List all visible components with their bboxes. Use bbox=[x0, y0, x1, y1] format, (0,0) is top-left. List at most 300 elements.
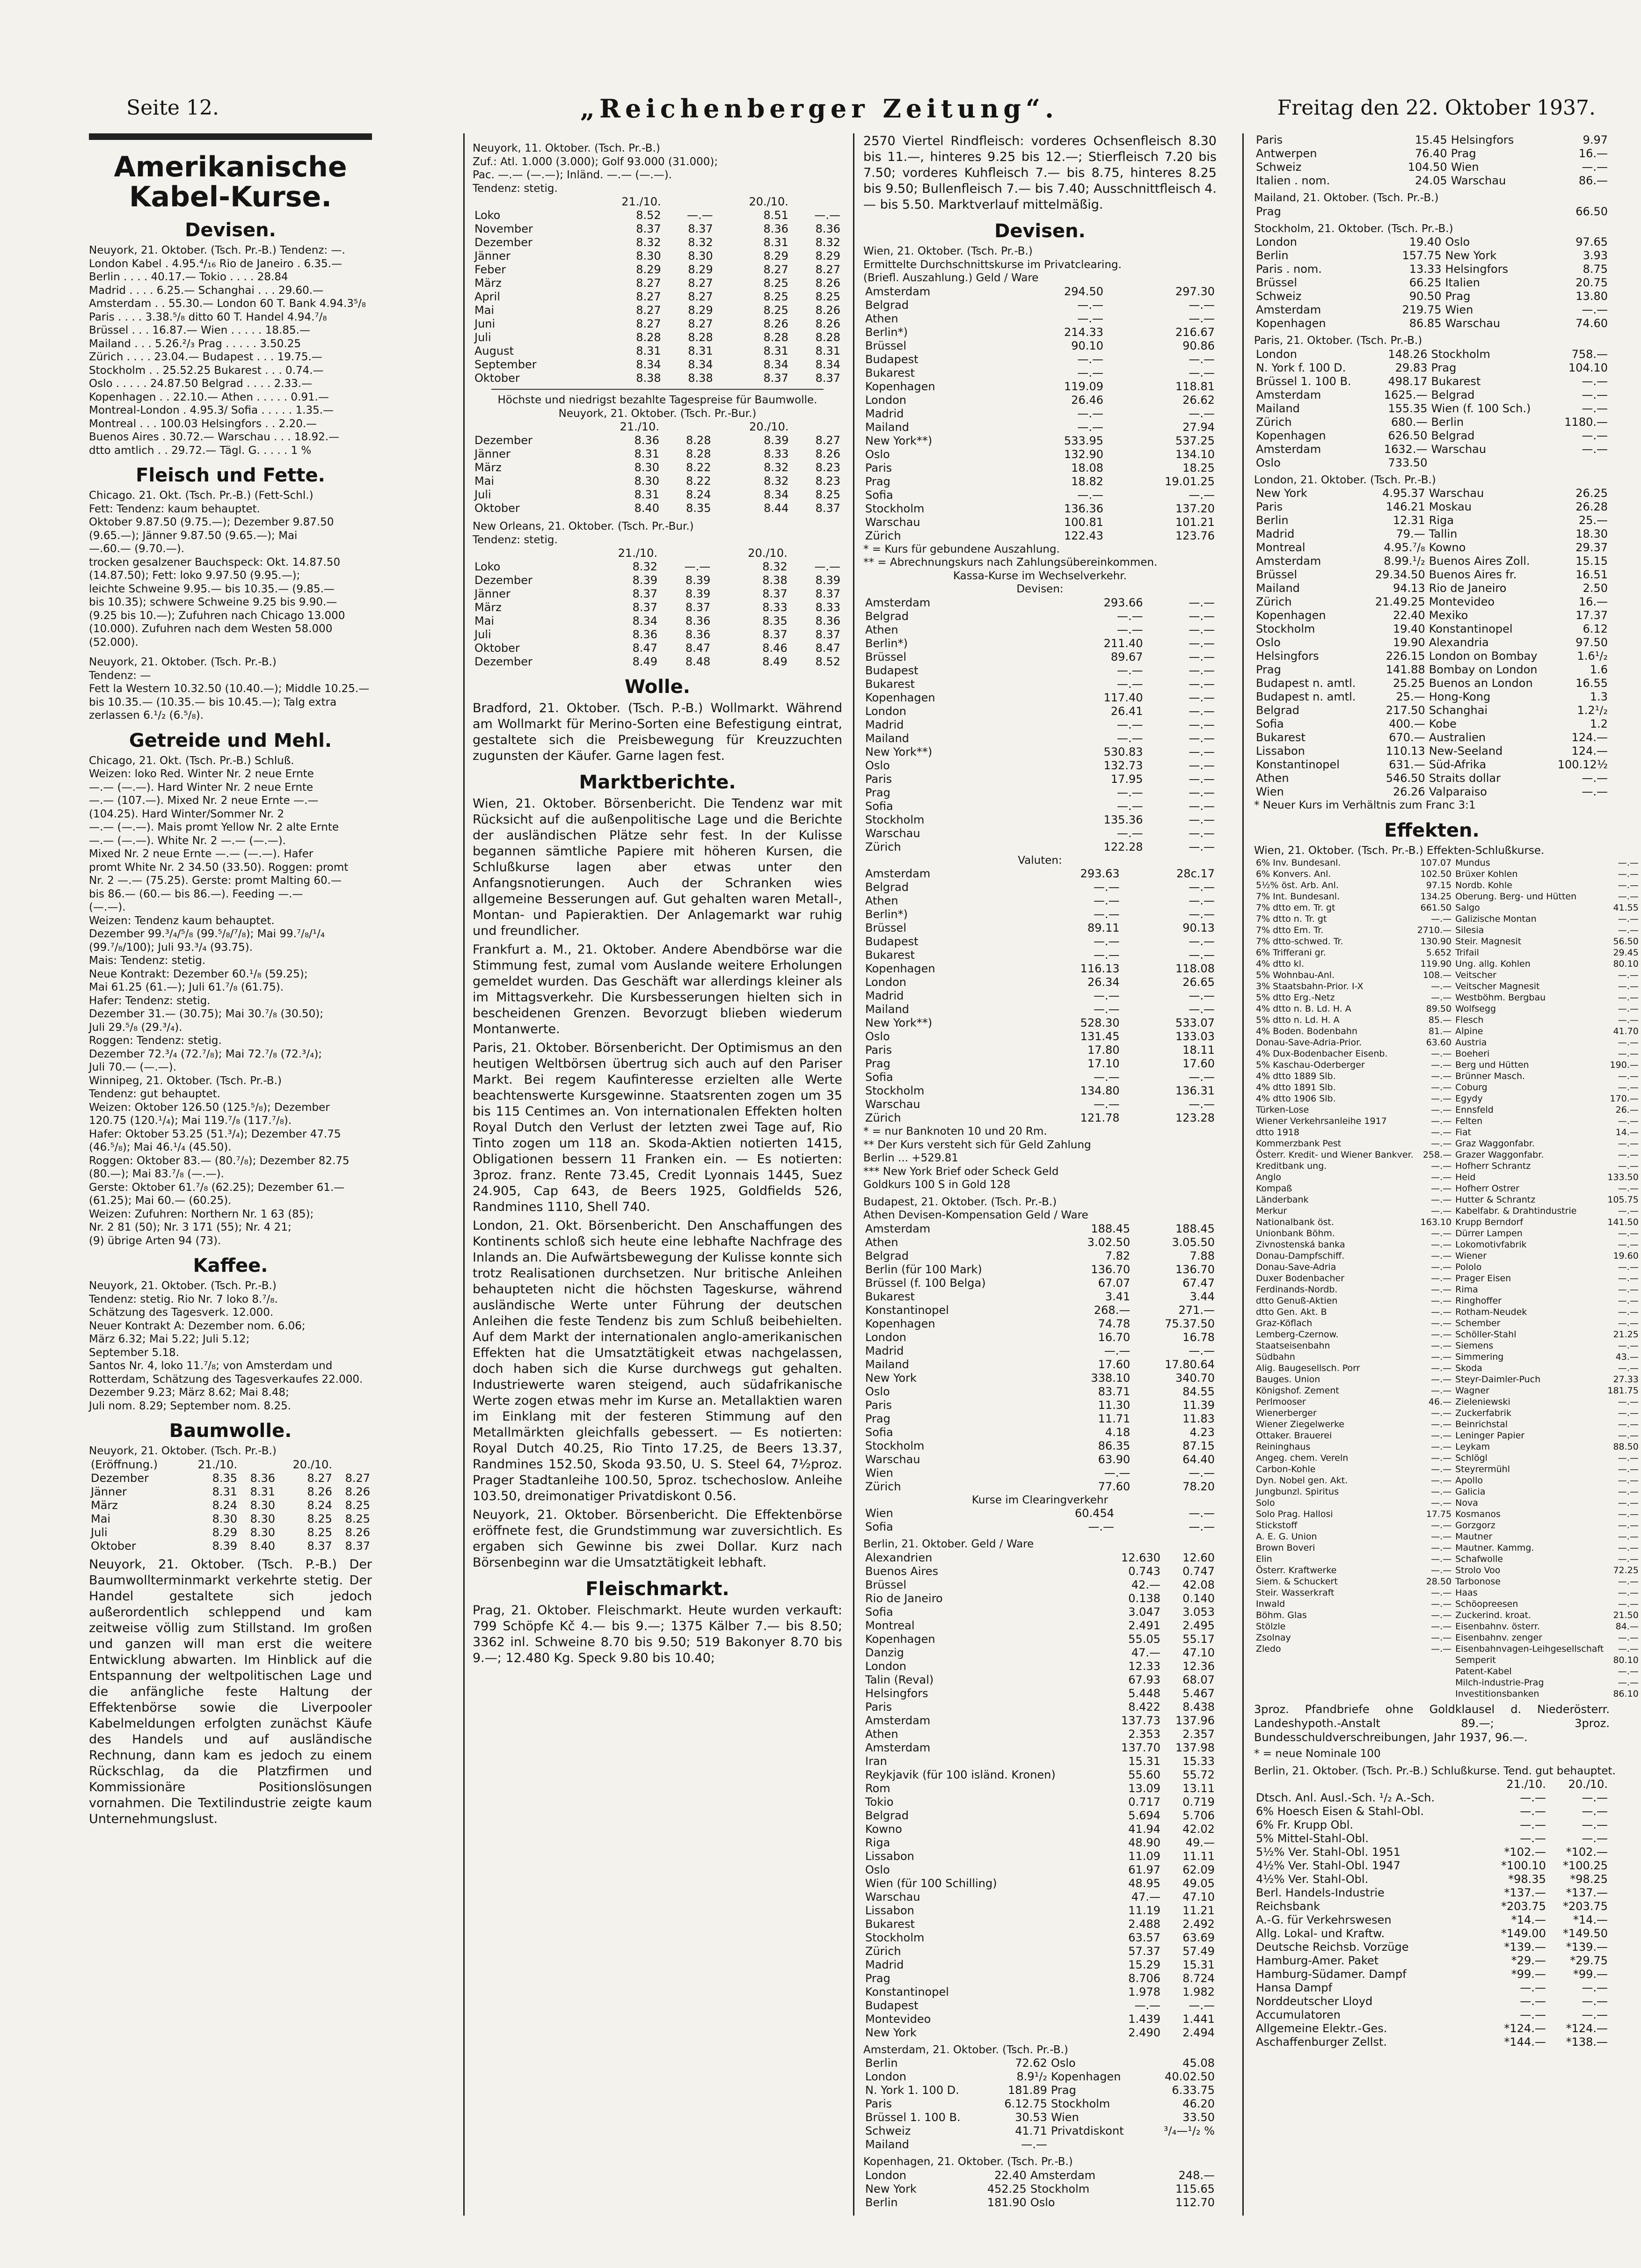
table-row bbox=[1254, 1262, 1641, 1273]
table-cell: 8.25 bbox=[307, 1512, 332, 1525]
devisen-wien-heading: Devisen. bbox=[994, 220, 1086, 242]
table-cell: Stockholm bbox=[1030, 2182, 1090, 2195]
table-cell: *149.50 bbox=[1563, 1927, 1608, 1940]
table-cell: 146.21 bbox=[1386, 500, 1425, 513]
table-cell: 293.63 bbox=[1080, 867, 1120, 880]
table-row bbox=[1254, 388, 1610, 402]
table-cell: *29.75 bbox=[1570, 1954, 1608, 1967]
table-cell: Riga bbox=[1429, 514, 1454, 527]
table-cell: Sofia bbox=[865, 799, 893, 813]
table-cell: 11.30 bbox=[1098, 1398, 1130, 1412]
budapest-sub: Athen Devisen-Kompensation Geld / Ware bbox=[863, 1209, 1088, 1221]
table-cell: 133.03 bbox=[1175, 1030, 1215, 1043]
table-cell: 136.31 bbox=[1175, 1084, 1215, 1097]
table-cell: —.— bbox=[1094, 1003, 1120, 1016]
table-cell: London bbox=[865, 1330, 906, 1344]
table-cell: Juli bbox=[474, 628, 491, 641]
table-row bbox=[1254, 1318, 1641, 1329]
paris-head: Paris, 21. Oktober. (Tsch. Pr.-B.) bbox=[1254, 335, 1422, 347]
table-cell: Helsingfors bbox=[1256, 649, 1319, 663]
text-line: —.— (—.—). White Nr. 2 —.— (—.—). bbox=[89, 834, 286, 847]
table-cell: 2.490 bbox=[1128, 2026, 1160, 2039]
table-cell: —.— bbox=[687, 209, 713, 222]
table-row bbox=[473, 358, 842, 372]
text-line: (9.25 bis 10.—); Zufuhren nach Chicago 13.000 bbox=[89, 609, 345, 622]
table-cell: 8.28 bbox=[815, 331, 840, 344]
table-row bbox=[863, 2124, 1217, 2138]
table-cell: Anglo bbox=[1256, 1172, 1282, 1182]
table-cell: Brüssel bbox=[865, 921, 906, 934]
table-cell: 8.30 bbox=[250, 1512, 276, 1525]
table-cell: London bbox=[865, 976, 906, 989]
table-cell: 122.43 bbox=[1064, 529, 1103, 542]
text-line: (Briefl. Auszahlung.) Geld / Ware bbox=[863, 272, 1039, 284]
table-cell: 530.83 bbox=[1103, 745, 1143, 758]
table-cell: —.— bbox=[814, 209, 840, 222]
table-cell: Prag bbox=[1256, 204, 1281, 218]
table-row bbox=[863, 1850, 1217, 1863]
table-cell: 8.32 bbox=[632, 560, 658, 573]
table-cell: 8.39 bbox=[632, 574, 658, 587]
table-cell: Prag bbox=[1431, 361, 1457, 374]
table-cell: 86.10 bbox=[1613, 1689, 1639, 1699]
mailand-head: Mailand, 21. Oktober. (Tsch. Pr.-B.) bbox=[1254, 192, 1439, 204]
table-cell: 6% Trifferani gr. bbox=[1256, 948, 1326, 958]
table-row bbox=[863, 407, 1217, 421]
table-cell: 8.32 bbox=[764, 461, 789, 474]
table-cell: Sofia bbox=[865, 1520, 893, 1533]
table-cell: 17.95 bbox=[1110, 772, 1143, 786]
table-row bbox=[1254, 1576, 1641, 1587]
table-cell: 41.55 bbox=[1613, 903, 1639, 913]
table-cell: *124.— bbox=[1566, 2022, 1608, 2035]
table-row bbox=[1254, 568, 1610, 582]
table-cell: 8.30 bbox=[634, 474, 660, 488]
table-cell bbox=[1415, 1655, 1453, 1666]
table-cell: Leninger Papier bbox=[1455, 1430, 1525, 1441]
table-cell: 8.31 bbox=[815, 344, 840, 357]
table-row bbox=[473, 587, 842, 601]
table-cell: Wiener Ziegelwerke bbox=[1256, 1419, 1344, 1429]
table-row bbox=[863, 1222, 1217, 1236]
table-cell: Konstantinopel bbox=[1256, 758, 1340, 771]
table-row bbox=[863, 664, 1217, 678]
table-cell: Budapest bbox=[865, 935, 919, 948]
table-cell: London bbox=[1256, 347, 1297, 361]
table-cell: —.— bbox=[1431, 1565, 1452, 1575]
table-cell: 8.25 bbox=[815, 290, 840, 303]
table-cell: —.— bbox=[1189, 1520, 1215, 1533]
table-row bbox=[1254, 1363, 1641, 1374]
table-cell: Madrid bbox=[865, 1344, 904, 1357]
table-cell: 43.— bbox=[1615, 1352, 1639, 1362]
table-row bbox=[1254, 1026, 1641, 1037]
table-cell: —.— bbox=[1431, 1307, 1452, 1317]
table-cell: Jänner bbox=[474, 447, 511, 460]
table-cell: —.— bbox=[1582, 401, 1608, 415]
table-cell: 2.488 bbox=[1128, 1917, 1160, 1931]
table-cell: 8.48 bbox=[685, 655, 711, 668]
table-row bbox=[1254, 1059, 1641, 1071]
table-cell: —.— bbox=[1094, 894, 1120, 907]
table-cell: 16.55 bbox=[1575, 677, 1608, 690]
table-cell: 17.60 bbox=[1098, 1357, 1130, 1371]
text-line: dtto amtlich . . 29.72.— Tägl. G. . . . . 1 % bbox=[89, 444, 312, 457]
table-cell: 6% Fr. Krupp Obl. bbox=[1256, 1818, 1354, 1831]
table-row bbox=[1254, 1859, 1610, 1873]
text-line: Mixed Nr. 2 neue Ernte —.— (—.—). Hafer bbox=[89, 848, 314, 860]
table-row bbox=[1254, 1520, 1641, 1531]
table-row bbox=[1254, 375, 1610, 388]
table-cell: 4% dtto 1889 Slb. bbox=[1256, 1071, 1336, 1081]
table-cell: Paris bbox=[865, 2097, 892, 2110]
table-cell: 29.45 bbox=[1613, 948, 1639, 958]
table-cell: Stockholm bbox=[1431, 347, 1490, 361]
effekten-heading: Effekten. bbox=[1384, 819, 1480, 841]
text-line: ** Der Kurs versteht sich für Geld Zahlung bbox=[863, 1138, 1091, 1151]
text-line: ** = Abrechnungskurs nach Zahlungsübereinkommen. bbox=[863, 556, 1158, 569]
column-header: 21./10. bbox=[197, 1458, 238, 1471]
table-cell: —.— bbox=[1189, 1998, 1215, 2012]
table-row bbox=[1254, 1228, 1641, 1239]
table-cell: 8.31 bbox=[688, 344, 713, 357]
table-cell: —.— bbox=[1431, 1599, 1452, 1609]
table-cell: 626.50 bbox=[1388, 429, 1428, 442]
text-line: Santos Nr. 4, loko 11.⁷/₈; von Amsterdam und bbox=[89, 1360, 333, 1372]
table-cell: Hofherr Ostrer bbox=[1455, 1183, 1519, 1194]
table-row bbox=[1254, 1598, 1641, 1610]
table-cell: 112.70 bbox=[1175, 2195, 1215, 2209]
table-row bbox=[863, 718, 1217, 732]
text-line: Schätzung des Tagesverk. 12.000. bbox=[89, 1306, 274, 1319]
table-cell: 6.33.75 bbox=[1172, 2084, 1215, 2097]
table-cell: Oslo bbox=[1050, 2057, 1076, 2070]
table-cell: *99.— bbox=[1573, 1968, 1608, 1981]
table-cell: *102.— bbox=[1566, 1845, 1608, 1859]
table-cell: —.— bbox=[1618, 1397, 1639, 1407]
table-row bbox=[473, 344, 842, 358]
table-cell: 8.29 bbox=[688, 263, 713, 276]
table-cell: 6% Hoesch Eisen & Stahl-Obl. bbox=[1256, 1805, 1424, 1818]
table-row bbox=[863, 908, 1217, 921]
table-cell: Paris bbox=[1256, 133, 1283, 146]
table-cell: 214.33 bbox=[1064, 325, 1103, 339]
table-cell: 11.83 bbox=[1182, 1412, 1215, 1425]
table-cell: 3% Staatsbahn-Prior. I-X bbox=[1256, 981, 1364, 992]
table-row bbox=[863, 1371, 1217, 1385]
table-cell: 15.33 bbox=[1182, 1754, 1215, 1768]
table-cell: Steir. Wasserkraft bbox=[1256, 1588, 1335, 1598]
table-cell: 11.09 bbox=[1128, 1849, 1160, 1863]
table-cell: Patent-Kabel bbox=[1455, 1666, 1512, 1677]
table-cell: 12.31 bbox=[1393, 514, 1425, 527]
table-cell: Juli bbox=[474, 488, 491, 501]
table-row bbox=[863, 1972, 1217, 1985]
table-cell: —.— bbox=[814, 560, 840, 573]
table-row bbox=[473, 277, 842, 290]
table-row bbox=[863, 1755, 1217, 1768]
table-cell: —.— bbox=[1431, 1374, 1452, 1385]
table-row bbox=[1254, 1643, 1641, 1655]
table-cell: N. York f. 100 D. bbox=[1256, 361, 1346, 374]
table-cell: Kosmanos bbox=[1455, 1509, 1501, 1519]
table-row bbox=[1254, 902, 1641, 913]
table-cell: Zürich bbox=[865, 529, 901, 542]
table-cell: Amsterdam bbox=[865, 1741, 931, 1754]
table-cell: 6% Inv. Bundesanl. bbox=[1256, 858, 1341, 868]
table-cell: Paris bbox=[865, 1043, 892, 1057]
valuten-table bbox=[863, 867, 1217, 1125]
table-cell: Milch-industrie-Prag bbox=[1455, 1677, 1544, 1688]
table-cell: 8.27 bbox=[815, 434, 840, 447]
table-cell: Belgrad bbox=[1256, 704, 1299, 717]
fleisch-neuyork-list bbox=[89, 656, 372, 722]
table-cell: 89.11 bbox=[1087, 921, 1120, 934]
table-cell: 8.438 bbox=[1182, 1700, 1215, 1714]
table-cell: 3.44 bbox=[1189, 1290, 1215, 1303]
table-cell: —.— bbox=[1189, 1507, 1215, 1520]
table-cell: —.— bbox=[1618, 1206, 1639, 1216]
table-cell: 8.37 bbox=[685, 601, 711, 614]
table-cell: 8.39 bbox=[212, 1539, 238, 1553]
table-cell: 16.78 bbox=[1182, 1330, 1215, 1344]
table-cell: Nationalbank öst. bbox=[1256, 1217, 1334, 1227]
table-cell: 8.49 bbox=[632, 655, 658, 668]
table-cell: 66.50 bbox=[1575, 204, 1608, 218]
table-cell: 8.39 bbox=[764, 434, 789, 447]
table-cell: —.— bbox=[1582, 442, 1608, 456]
text-line: trocken gesalzener Bauchspeck: Okt. 14.87.50 bbox=[89, 556, 341, 569]
table-row bbox=[473, 331, 842, 344]
table-cell: New-Seeland bbox=[1429, 744, 1503, 758]
table-cell: 661.50 bbox=[1420, 903, 1452, 913]
table-row bbox=[1254, 595, 1610, 609]
table-cell: 8.34 bbox=[688, 358, 713, 371]
table-cell: Lemberg-Czernow. bbox=[1256, 1329, 1339, 1340]
berlin-devisen-table bbox=[863, 1551, 1217, 2040]
london-head: London, 21. Oktober. (Tsch. Pr.-B.) bbox=[1254, 474, 1436, 486]
table-row bbox=[863, 516, 1217, 529]
table-cell: —.— bbox=[1618, 880, 1639, 890]
table-row bbox=[473, 655, 842, 669]
table-cell: 670.— bbox=[1389, 731, 1425, 744]
table-cell: New York**) bbox=[865, 1016, 933, 1029]
table-cell: 26.26 bbox=[1393, 785, 1425, 798]
table-cell: *98.35 bbox=[1508, 1873, 1546, 1886]
table-cell: 8.37 bbox=[762, 587, 788, 600]
table-cell: 8.31 bbox=[250, 1485, 276, 1498]
text-line: Buenos Aires . 30.72.— Warschau . . . 18.92.— bbox=[89, 431, 340, 443]
table-cell: Simmering bbox=[1455, 1352, 1504, 1362]
table-cell: —.— bbox=[1618, 891, 1639, 902]
table-cell: 4% dtto kl. bbox=[1256, 959, 1305, 969]
table-cell: —.— bbox=[1431, 1588, 1452, 1598]
table-cell: Iran bbox=[865, 1754, 887, 1768]
table-row bbox=[1254, 1093, 1641, 1104]
text-line: Fett: Tendenz: kaum behauptet. bbox=[89, 503, 260, 515]
table-cell: Danzig bbox=[865, 1646, 904, 1659]
table-row bbox=[863, 434, 1217, 448]
table-cell: Schöopreesen bbox=[1455, 1599, 1518, 1609]
table-cell: —.— bbox=[1431, 1251, 1452, 1261]
table-cell: dtto Genuß-Aktien bbox=[1256, 1296, 1338, 1306]
table-cell: Loko bbox=[474, 560, 501, 573]
table-cell: 55.60 bbox=[1128, 1768, 1160, 1781]
table-row bbox=[473, 236, 842, 249]
table-cell: Kopenhagen bbox=[865, 962, 935, 975]
table-cell: 8.36 bbox=[815, 614, 840, 627]
table-cell: New York**) bbox=[865, 745, 933, 758]
table-cell: —.— bbox=[1618, 1307, 1639, 1317]
table-row bbox=[1254, 263, 1610, 276]
text-line: (14.87.50); Fett: loko 9.97.50 (9.95.—); bbox=[89, 569, 300, 582]
text-line: * = nur Banknoten 10 und 20 Rm. bbox=[863, 1125, 1047, 1138]
text-line: Weizen: Zufuhren: Northern Nr. 1 63 (85); bbox=[89, 1208, 314, 1220]
table-cell: 8.26 bbox=[307, 1485, 332, 1498]
issue-date: Freitag den 22. Oktober 1937. bbox=[1277, 96, 1596, 120]
table-cell: —.— bbox=[1431, 1419, 1452, 1429]
table-cell: 15.15 bbox=[1575, 554, 1608, 568]
table-cell: 57.37 bbox=[1128, 1944, 1160, 1958]
table-row bbox=[863, 2182, 1217, 2196]
column-header bbox=[473, 547, 583, 560]
table-cell: Staatseisenbahn bbox=[1256, 1341, 1330, 1351]
table-cell: 8.29 bbox=[212, 1525, 238, 1539]
table-cell: —.— bbox=[1618, 1262, 1639, 1272]
table-cell: —.— bbox=[1189, 312, 1215, 325]
table-row bbox=[863, 2084, 1217, 2097]
table-cell: —.— bbox=[1618, 1138, 1639, 1149]
column-rule-3 bbox=[1242, 133, 1244, 2216]
table-row bbox=[863, 1111, 1217, 1125]
budapest-head: Budapest, 21. Oktober. (Tsch. Pr.-B.) bbox=[863, 1196, 1057, 1208]
table-cell: 8.27 bbox=[688, 277, 713, 290]
table-cell: 137.20 bbox=[1175, 502, 1215, 515]
table-row bbox=[863, 1551, 1217, 1565]
table-cell: 16.— bbox=[1578, 595, 1608, 608]
table-cell: 188.45 bbox=[1091, 1222, 1130, 1235]
table-cell: 4% dtto n. B. Ld. H. A bbox=[1256, 1004, 1351, 1014]
report-paragraph: Paris, 21. Oktober. Börsenbericht. Der Optimismus an den heutigen Weltbörsen übertrug sich auch auf den Pariser Markt. Bei regem Kaufinteresse erzielten alle Werte beachtenswerte Kursgewinne. Staatsrenten zogen um 35 bis 115 Centimes an. Von internationalen Effekten holten Royal Dutch den Verlust der letzten zwei Tage auf, Rio Tinto zogen um 118 an. Skoda-Aktien notierten 1415, Obligationen bessern 11 Franken ein. — Es notierten: 3proz. franz. Rente 73.45, Credit Lyonnais 1445, Suez 24.905, Cap 643, de Beers 1925, Goldfields 526, Randmines 1110, Shell 740. bbox=[473, 1041, 842, 1214]
table-cell: —.— bbox=[1582, 2008, 1608, 2021]
table-cell: 8.24 bbox=[212, 1498, 238, 1512]
table-cell: Buenos an London bbox=[1429, 677, 1533, 690]
table-header-row bbox=[89, 1458, 372, 1472]
table-cell: Österr. Kredit- und Wiener Bankver. bbox=[1256, 1150, 1414, 1160]
table-cell: dtto Gen. Akt. B bbox=[1256, 1307, 1327, 1317]
table-row bbox=[473, 488, 842, 502]
table-row bbox=[1254, 527, 1610, 541]
devisen-wien-head bbox=[863, 245, 1217, 285]
table-cell: 8.31 bbox=[634, 447, 660, 460]
table-cell: 0.140 bbox=[1182, 1591, 1215, 1605]
table-cell: Ung. allg. Kohlen bbox=[1455, 959, 1531, 969]
table-cell: Carbon-Kohle bbox=[1256, 1464, 1316, 1474]
table-cell: Brüssel 1. 100 B. bbox=[865, 2111, 961, 2124]
table-row bbox=[863, 1304, 1217, 1317]
table-cell: Merkur bbox=[1256, 1206, 1287, 1216]
table-row bbox=[1254, 1003, 1641, 1014]
table-cell: 74.60 bbox=[1575, 317, 1608, 330]
table-cell: 84.55 bbox=[1182, 1385, 1215, 1398]
table-cell: 1.439 bbox=[1128, 2012, 1160, 2026]
table-cell: —.— bbox=[1618, 1430, 1639, 1441]
table-cell: Helsingfors bbox=[1451, 133, 1514, 146]
table-cell: —.— bbox=[1431, 1531, 1452, 1542]
table-cell: Athen bbox=[1256, 772, 1289, 785]
table-cell: —.— bbox=[1582, 160, 1608, 174]
table-cell: 8.31 bbox=[636, 344, 661, 357]
table-row bbox=[863, 1741, 1217, 1755]
table-cell: —.— bbox=[1520, 1995, 1546, 2008]
table-cell: Helsingfors bbox=[865, 1686, 928, 1700]
table-row bbox=[863, 745, 1217, 759]
table-cell: —.— bbox=[1582, 785, 1608, 798]
table-cell: 2.491 bbox=[1128, 1619, 1160, 1632]
table-cell bbox=[1415, 1666, 1453, 1677]
table-cell: —.— bbox=[1189, 298, 1215, 312]
table-cell: 47.— bbox=[1131, 1890, 1160, 1903]
table-row bbox=[863, 962, 1217, 976]
table-cell: 134.80 bbox=[1080, 1084, 1120, 1097]
kassa-title: Kassa-Kurse im Wechselverkehr. bbox=[953, 569, 1127, 582]
table-cell: Kopenhagen bbox=[1256, 429, 1326, 442]
table-cell: Südbahn bbox=[1256, 1352, 1295, 1362]
table-row bbox=[863, 1904, 1217, 1918]
table-cell: 2.357 bbox=[1182, 1727, 1215, 1741]
table-cell: 8.34 bbox=[763, 358, 788, 371]
table-cell: —.— bbox=[1520, 1832, 1546, 1845]
table-cell: 5.652 bbox=[1426, 948, 1452, 958]
text-line: Winnipeg, 21. Oktober. (Tsch. Pr.-B.) bbox=[89, 1074, 282, 1087]
table-cell: 5.706 bbox=[1182, 1809, 1215, 1822]
table-cell: London bbox=[1256, 235, 1297, 248]
table-cell: —.— bbox=[1189, 894, 1215, 907]
text-line: Weizen: loko Red. Winter Nr. 2 neue Ernte bbox=[89, 768, 314, 780]
table-cell: Beinrichstal bbox=[1455, 1419, 1508, 1429]
table-cell: Zürich bbox=[1256, 415, 1292, 429]
table-row bbox=[1254, 936, 1641, 947]
report-paragraph: Neuyork, 21. Oktober. Börsenbericht. Die Effektenbörse eröffnete fest, die Grundstimmung war zuversichtlich. Es ergaben sich Gewinne bis zwei Dollar. Kurz nach Börsenbeginn war die Umsatztätigkeit lebhaft. bbox=[473, 1508, 842, 1570]
table-cell: 110.13 bbox=[1386, 744, 1425, 758]
table-cell: —.— bbox=[1116, 718, 1143, 731]
table-cell: Talin (Reval) bbox=[865, 1673, 934, 1686]
table-cell: Zürich bbox=[865, 840, 901, 853]
table-row bbox=[863, 1276, 1217, 1290]
table-row bbox=[473, 263, 842, 277]
table-cell: —.— bbox=[1618, 1464, 1639, 1474]
table-cell: 170.— bbox=[1610, 1094, 1639, 1104]
column-header: 20./10. bbox=[292, 1458, 332, 1471]
table-row bbox=[1254, 1430, 1641, 1441]
table-cell: 68.07 bbox=[1182, 1673, 1215, 1686]
text-line: 120.75 (120.¹/₄); Mai 119.⁷/₈ (117.⁷/₈). bbox=[89, 1115, 292, 1127]
table-cell bbox=[1254, 1655, 1415, 1666]
table-cell: 26.65 bbox=[1182, 976, 1215, 989]
wolle-text: Bradford, 21. Oktober. (Tsch. P.-B.) Wollmarkt. Während am Wollmarkt für Merino-Sorten eine Befestigung eintrat, gestaltete sich die Preisbewegung für Kreuzzuchten zugunsten der Käufer. Garne lagen fest. bbox=[473, 701, 842, 763]
table-cell: 8.34 bbox=[764, 488, 789, 501]
table-cell: 1.978 bbox=[1128, 1985, 1160, 1998]
table-row bbox=[863, 1700, 1217, 1714]
table-cell: 4½% Ver. Stahl-Obl. 1947 bbox=[1256, 1859, 1400, 1872]
table-cell: 46.20 bbox=[1182, 2097, 1215, 2110]
table-cell: Stockholm bbox=[865, 1439, 925, 1452]
table-cell: 8.39 bbox=[685, 587, 711, 600]
table-cell: Allg. Lokal- und Kraftw. bbox=[1256, 1927, 1385, 1940]
table-cell: Dürrer Lampen bbox=[1455, 1228, 1523, 1239]
table-cell: 47.10 bbox=[1182, 1646, 1215, 1659]
table-cell: Brüssel (f. 100 Belga) bbox=[865, 1276, 986, 1290]
